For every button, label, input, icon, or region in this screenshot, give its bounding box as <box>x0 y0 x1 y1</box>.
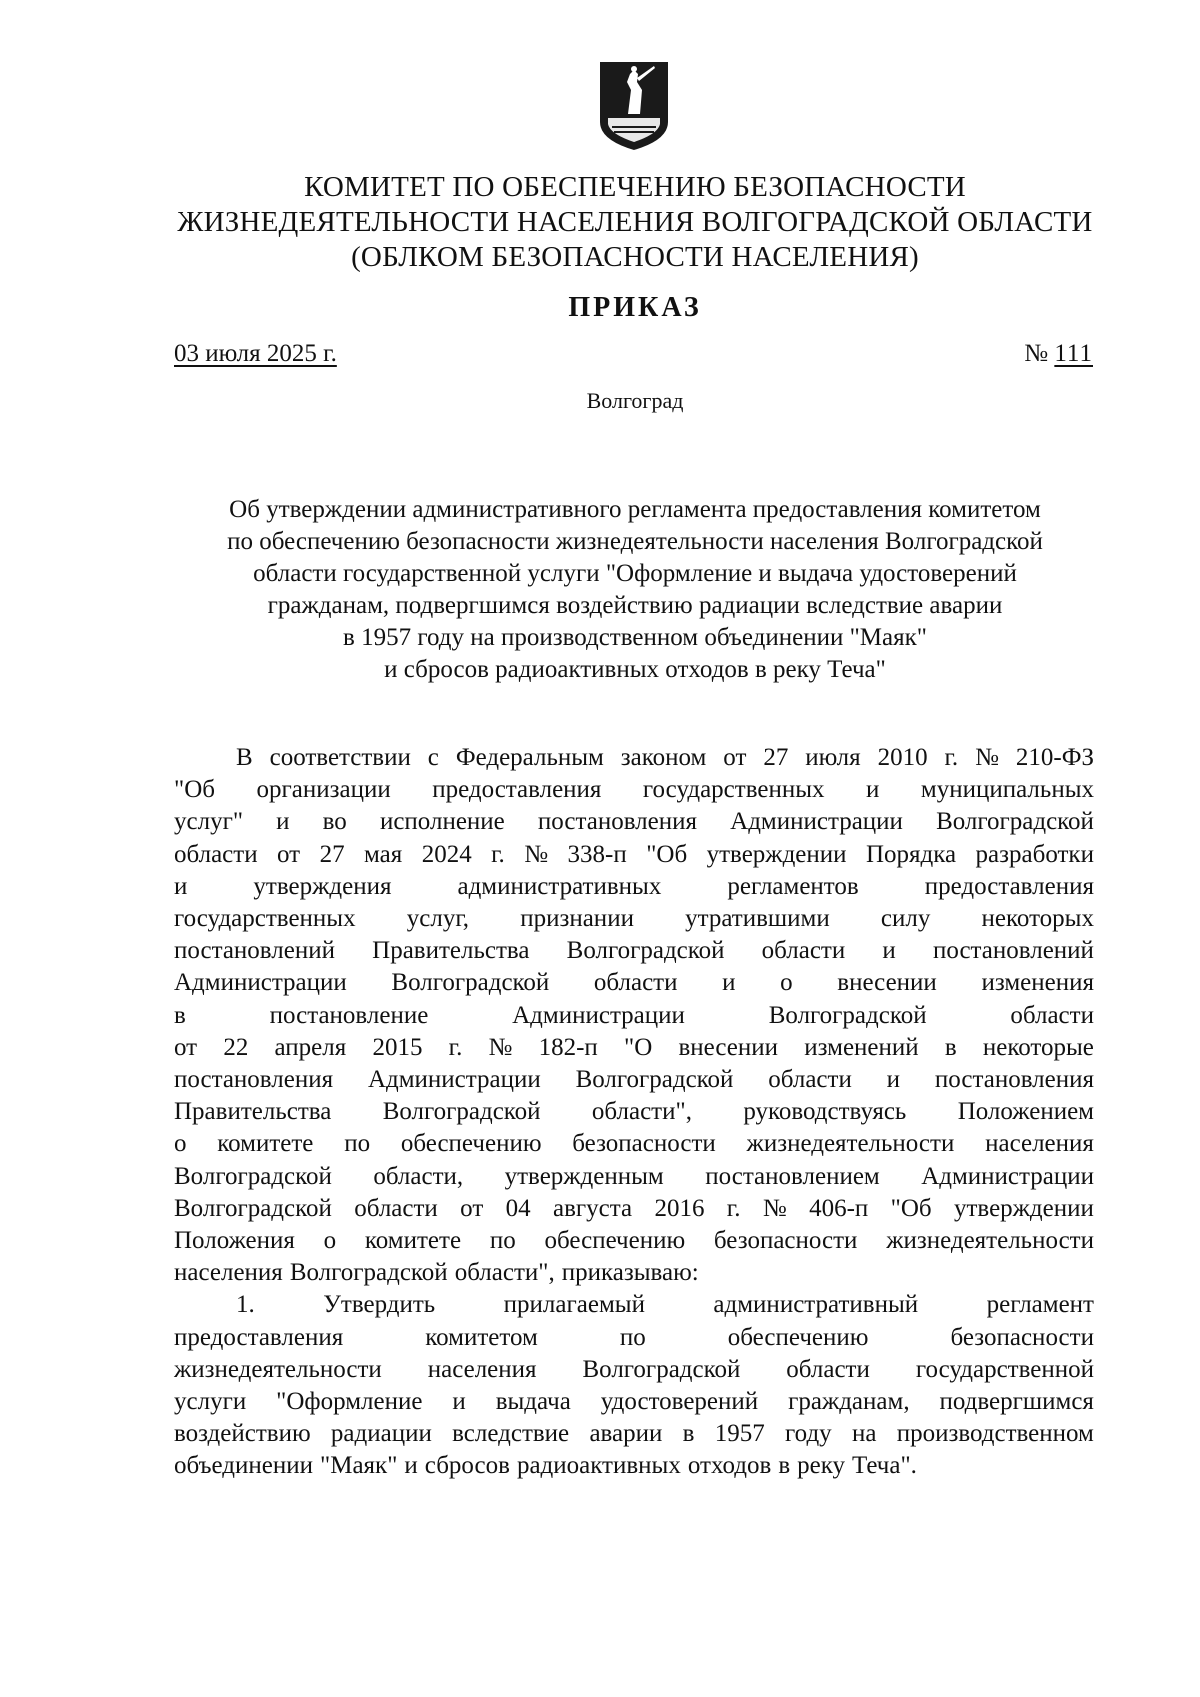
body-line: услуги "Оформление и выдача удостоверений гражданам, подвергшимся <box>174 1388 1094 1416</box>
document-type-title: ПРИКАЗ <box>568 292 702 323</box>
organization-header <box>150 170 1120 275</box>
body-line: воздействию радиации вследствие аварии в 1957 году на производственном <box>174 1420 1094 1448</box>
body-line: жизнедеятельности населения Волгоградской области государственной <box>174 1355 1094 1383</box>
body-line: Правительства Волгоградской области", руководствуясь Положением <box>174 1098 1094 1126</box>
order-number-label: № <box>1024 340 1049 367</box>
body-line: Положения о комитете по обеспечению безопасности жизнедеятельности <box>174 1227 1094 1255</box>
body-line: и утверждения административных регламентов предоставления <box>174 872 1094 900</box>
body-line: о комитете по обеспечению безопасности жизнедеятельности населения <box>174 1130 1094 1158</box>
organization-line-1: КОМИТЕТ ПО ОБЕСПЕЧЕНИЮ БЕЗОПАСНОСТИ <box>304 171 966 203</box>
body-line: объединении "Маяк" и сбросов радиоактивных отходов в реку Теча". <box>174 1452 917 1480</box>
body-line: области от 27 мая 2024 г. № 338-п "Об утверждении Порядка разработки <box>174 840 1094 868</box>
body-line: Администрации Волгоградской области и о внесении изменения <box>174 969 1094 997</box>
body-line: государственных услуг, признании утратившими силу некоторых <box>174 905 1094 933</box>
subject-line: в 1957 году на производственном объединении "Маяк" <box>343 624 927 651</box>
body-line: от 22 апреля 2015 г. № 182-п "О внесении изменений в некоторые <box>174 1033 1094 1061</box>
body-line: предоставления комитетом по обеспечению безопасности <box>174 1323 1094 1351</box>
body-line: Волгоградской области, утвержденным постановлением Администрации <box>174 1162 1094 1190</box>
order-date <box>174 340 337 368</box>
body-line: услуг" и во исполнение постановления Администрации Волгоградской <box>174 808 1094 836</box>
organization-line-3: (ОБЛКОМ БЕЗОПАСНОСТИ НАСЕЛЕНИЯ) <box>351 241 919 273</box>
order-date-value: 03 июля 2025 г. <box>174 340 337 367</box>
order-number <box>1024 340 1093 368</box>
body-line: 1. Утвердить прилагаемый административный регламент <box>236 1291 1094 1319</box>
order-body <box>174 742 1094 1483</box>
body-line: "Об организации предоставления государственных и муниципальных <box>174 776 1094 804</box>
volgograd-coat-of-arms-icon <box>598 60 670 152</box>
body-line: В соответствии с Федеральным законом от 27 июля 2010 г. № 210-ФЗ <box>236 744 1094 771</box>
body-line: постановления Администрации Волгоградской области и постановления <box>174 1066 1094 1094</box>
subject-line: и сбросов радиоактивных отходов в реку Теча" <box>384 656 886 683</box>
subject-line: гражданам, подвергшимся воздействию радиации вследствие аварии <box>267 592 1003 619</box>
city-name: Волгоград <box>586 388 684 413</box>
order-subject <box>150 494 1120 686</box>
body-line: Волгоградской области от 04 августа 2016 г. № 406-п "Об утверждении <box>174 1194 1094 1222</box>
subject-line: по обеспечению безопасности жизнедеятельности населения Волгоградской <box>227 528 1043 555</box>
body-line: населения Волгоградской области", приказываю: <box>174 1259 699 1287</box>
subject-line: области государственной услуги "Оформление и выдача удостоверений <box>253 560 1017 587</box>
organization-line-2: ЖИЗНЕДЕЯТЕЛЬНОСТИ НАСЕЛЕНИЯ ВОЛГОГРАДСКОЙ ОБЛАСТИ <box>177 206 1093 238</box>
body-line: постановлений Правительства Волгоградской области и постановлений <box>174 937 1094 965</box>
order-number-value: 111 <box>1054 340 1093 367</box>
body-line: в постановление Администрации Волгоградской области <box>174 1001 1094 1029</box>
subject-line: Об утверждении административного регламента предоставления комитетом <box>229 496 1041 523</box>
